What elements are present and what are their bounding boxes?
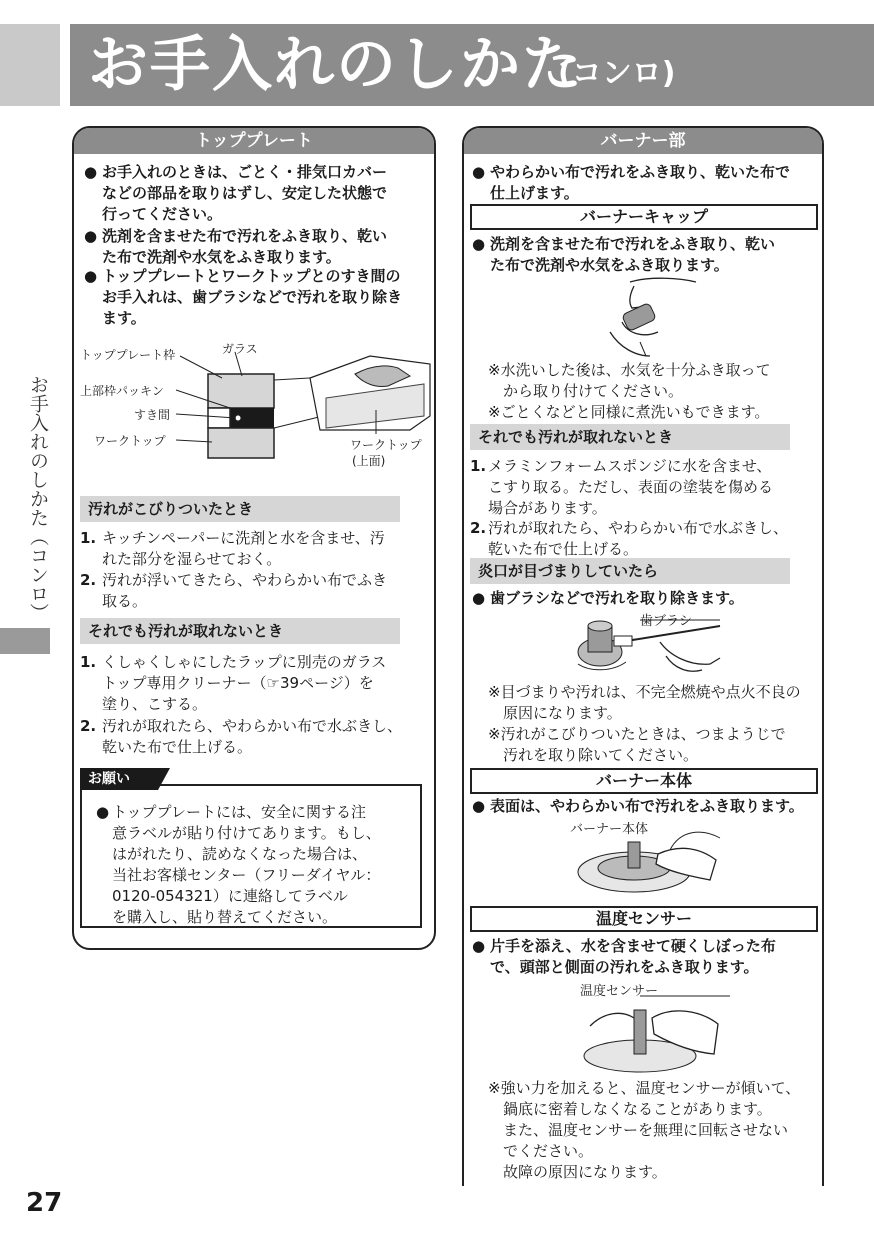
left-bullet-1: ● お手入れのときは、ごとく・排気口カバー などの部品を取りはずし、安定した状態で 行ってください。	[84, 163, 388, 223]
cap-notes: ※水洗いした後は、水気を十分ふき取って から取り付けてください。 ※ごとくなどと同様に煮洗いもできます。	[488, 361, 771, 421]
left-stuck-item-2: 2. 汚れが浮いてきたら、やわらかい布でふき 取る。	[80, 571, 388, 610]
burner-header: バーナー部	[464, 128, 822, 154]
left-still-heading: それでも汚れが取れないとき	[80, 618, 400, 644]
label-glass: ガラス	[222, 342, 258, 356]
notice-tag: お願い	[80, 768, 158, 790]
notice-box	[80, 771, 422, 928]
right-still-heading: それでも汚れが取れないとき	[470, 424, 790, 450]
temperature-sensor-illustration	[580, 996, 740, 1076]
cap-bullet: ● 洗剤を含ませた布で汚れをふき取り、乾い た布で洗剤や水気をふき取ります。	[472, 235, 776, 274]
sensor-heading: 温度センサー	[470, 906, 818, 932]
top-plate-header: トッププレート	[74, 128, 434, 154]
left-stuck-item-1: 1. キッチンペーパーに洗剤と水を含ませ、汚 れた部分を湿らせておく。	[80, 529, 385, 568]
page-subtitle: (コンロ)	[558, 56, 676, 91]
clog-bullet: ● 歯ブラシなどで汚れを取り除きます。	[472, 589, 744, 607]
left-still-item-2: 2. 汚れが取れたら、やわらかい布で水ぶきし、 乾いた布で仕上げる。	[80, 717, 403, 756]
notice-text: ● トッププレートには、安全に関する注 意ラベルが貼り付けてあります。もし、 はがれたり、読めなくなった場合は、 当社お客様センター（フリーダイヤル： 0120-054321）に連絡してラベル を購入し、貼り替えてください。	[96, 803, 381, 926]
page-number: 27	[26, 1188, 63, 1218]
left-bullet-3: ● トッププレートとワークトップとのすき間の お手入れは、歯ブラシなどで汚れを取り除き ます。	[84, 267, 403, 327]
burner-body-label: バーナー本体	[570, 822, 649, 837]
right-still-item-2: 2. 汚れが取れたら、やわらかい布で水ぶきし、 乾いた布で仕上げる。	[470, 519, 789, 558]
title-bar	[70, 24, 874, 106]
label-gap: すき間	[134, 408, 171, 422]
burner-body-illustration	[570, 830, 730, 900]
side-label: お手入れのしかた（コンロ）	[27, 375, 49, 622]
cap-heading: バーナーキャップ	[470, 204, 818, 230]
toothbrush-label: 歯ブラシ	[640, 614, 693, 629]
sensor-bullet: ● 片手を添え、水を含ませて硬くしぼった布 で、頭部と側面の汚れをふき取ります。	[472, 937, 776, 976]
body-heading: バーナー本体	[470, 768, 818, 794]
left-still-item-1: 1. くしゃくしゃにしたラップに別売のガラス トップ専用クリーナー（☞39ページ）を 塗り、こする。	[80, 653, 387, 713]
right-still-item-1: 1. メラミンフォームスポンジに水を含ませ、 こすり取る。ただし、表面の塗装を傷める 場合があります。	[470, 457, 774, 517]
body-bullet: ● 表面は、やわらかい布で汚れをふき取ります。	[472, 797, 804, 815]
label-worktop: ワークトップ	[94, 434, 166, 448]
page-title: お手入れのしかた	[88, 30, 584, 100]
right-intro-bullet: ● やわらかい布で汚れをふき取り、乾いた布で 仕上げます。	[472, 163, 791, 202]
left-stuck-heading: 汚れがこびりついたとき	[80, 496, 400, 522]
clog-notes: ※目づまりや汚れは、不完全燃焼や点火不良の 原因になります。 ※汚れがこびりついたときは、つまようじで 汚れを取り除いてください。	[488, 683, 801, 764]
sensor-notes: ※強い力を加えると、温度センサーが傾いて、 鍋底に密着しなくなることがあります。 また、温度センサーを無理に回転させない でください。 故障の原因になります。	[488, 1079, 801, 1181]
temperature-sensor-label: 温度センサー	[580, 984, 659, 999]
label-top-plate-frame: トッププレート枠	[80, 348, 176, 362]
header-tab-block	[0, 24, 60, 106]
label-worktop-top: ワークトップ	[350, 438, 422, 452]
burner-cap-illustration	[600, 272, 700, 358]
left-bullet-2: ● 洗剤を含ませた布で汚れをふき取り、乾い た布で洗剤や水気をふき取ります。	[84, 227, 388, 266]
label-gasket: 上部枠パッキン	[80, 384, 164, 398]
side-mark	[0, 628, 50, 654]
label-worktop-top-paren: (上面)	[352, 454, 386, 468]
clog-heading: 炎口が目づまりしていたら	[470, 558, 790, 584]
